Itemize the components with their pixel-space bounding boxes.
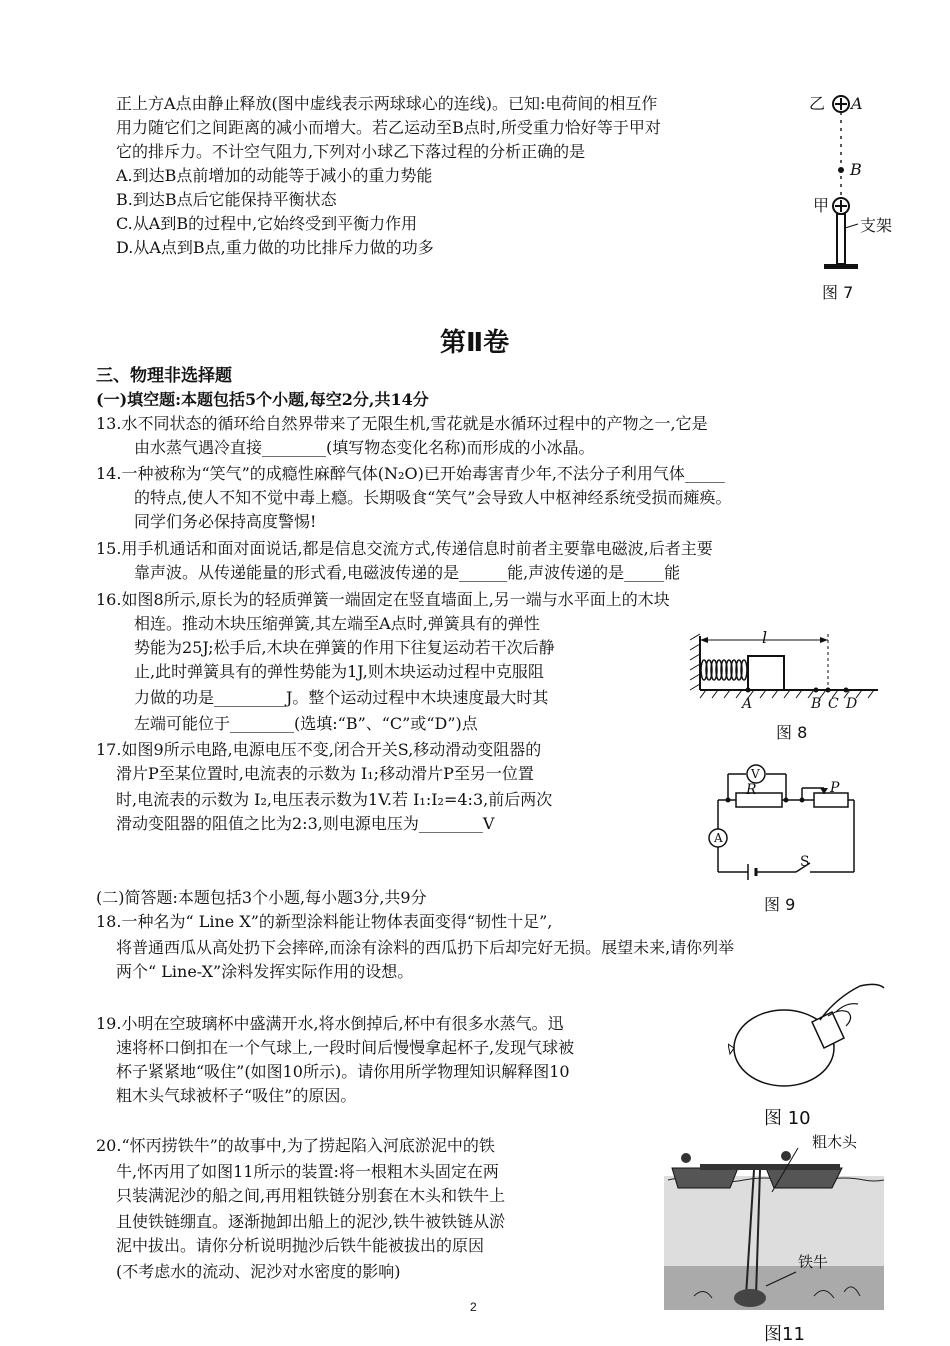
support-stand [837,214,845,264]
q16-line3: 势能为25J;松手后,木块在弹簧的作用下往复运动若干次后静 [134,638,555,657]
q13-line1: 13.水不同状态的循环给自然界带来了无限生机,雪花就是水循环过程中的产物之一,它是 [96,414,708,433]
fig9-label-s: S [800,854,810,870]
q14-line2: 的特点,使人不知不觉中毒上瘾。长期吸食“笑气”会导致人中枢神经系统受损而瘫痪。 [134,488,732,507]
q16-line5: 力做的功是_________J。整个运动过程中木块速度最大时其 [134,688,549,707]
q18-line1: 18.一种名为“ Line X”的新型涂料能让物体表面变得“韧性十足”, [96,912,553,931]
wood-block [748,656,784,690]
q20-line2: 牛,怀丙用了如图11所示的装置:将一根粗木头固定在两 [116,1162,499,1181]
fig8-label-d: D [846,696,858,712]
fig9-label-p: P [830,780,840,796]
fig8-label-b: B [811,696,822,712]
fig7-label-jia: 甲 [813,196,830,215]
q12-option-b: B.到达B点后它能保持平衡状态 [116,190,337,209]
q18-line2: 将普通西瓜从高处扔下会摔碎,而涂有涂料的西瓜扔下后却完好无损。展望未来,请你列举 [116,938,735,957]
fig8-label-l: l [762,628,768,647]
q19-line2: 速将杯口倒扣在一个气球上,一段时间后慢慢拿起杯子,发现气球被 [116,1038,575,1057]
q20-line5: 泥中拔出。请你分析说明抛沙后铁牛能被拔出的原因 [116,1236,485,1255]
q19-line3: 杯子紧紧地“吸住”(如图10所示)。请你用所学物理知识解释图10 [116,1062,570,1081]
q17-line4: 滑动变阻器的阻值之比为2:3,则电源电压为________V [116,814,495,833]
figure-11 [664,1146,884,1314]
q17-line3: 时,电流表的示数为 I₂,电压表示数为1V.若 I₁:I₂=4:3,前后两次 [116,790,553,809]
q12-option-d: D.从A点到B点,重力做的功比排斥力做的功多 [116,238,434,257]
figure-10 [728,968,888,1098]
q19-line1: 19.小明在空玻璃杯中盛满开水,将水倒掉后,杯中有很多水蒸气。迅 [96,1014,564,1033]
fig9-label-a: A [714,831,723,845]
fig8-label-c: C [828,696,839,712]
fig7-caption: 图 7 [822,283,854,302]
fig7-label-a: A [851,94,863,113]
q15-line1: 15.用手机通话和面对面说话,都是信息交流方式,传递信息时前者主要靠电磁波,后者主要 [96,539,713,558]
fig9-caption: 图 9 [764,895,796,914]
q12-option-a: A.到达B点前增加的动能等于减小的重力势能 [116,166,433,185]
spring [701,660,747,680]
iron-ox [734,1289,766,1307]
q16-line1: 16.如图8所示,原长为的轻质弹簧一端固定在竖直墙面上,另一端与水平面上的木块 [96,590,670,609]
q16-line2: 相连。推动木块压缩弹簧,其左端至A点时,弹簧具有的弹性 [134,614,540,633]
figure-9 [706,760,866,890]
q17-line1: 17.如图9所示电路,电源电压不变,闭合开关S,移动滑动变阻器的 [96,740,542,759]
page-number: 2 [470,1300,477,1314]
fig11-label-ox: 铁牛 [798,1253,829,1271]
fig7-label-b: B [850,160,862,179]
q12-line3: 它的排斥力。不计空气阻力,下列对小球乙下落过程的分析正确的是 [116,142,586,161]
q13-line2: 由水蒸气遇冷直接________(填写物态变化名称)而形成的小冰晶。 [134,438,595,457]
fig8-caption: 图 8 [776,723,808,742]
fig11-caption: 图11 [764,1324,805,1345]
q20-line3: 只装满泥沙的船之间,再用粗铁链分别套在木头和铁牛上 [116,1186,506,1205]
q14-line3: 同学们务必保持高度警惕! [134,512,317,531]
q20-line4: 且使铁链绷直。逐渐抛卸出船上的泥沙,铁牛被铁链从淤 [116,1212,506,1231]
log-beam [700,1164,840,1170]
fig8-label-a: A [742,696,753,712]
fig9-label-r: R [746,782,757,798]
q12-option-c: C.从A到B的过程中,它始终受到平衡力作用 [116,214,418,233]
q18-line3: 两个“ Line-X”涂料发挥实际作用的设想。 [116,962,414,981]
fig9-label-v: V [751,767,760,781]
q15-line2: 靠声波。从传递能量的形式看,电磁波传递的是______能,声波传递的是_____能 [134,563,681,582]
fill-heading: (一)填空题:本题包括5个小题,每空2分,共14分 [96,390,429,409]
fig7-label-yi: 乙 [809,94,826,113]
part-heading: 三、物理非选择题 [96,366,232,386]
boat-right [766,1168,842,1188]
q17-line2: 滑片P至某位置时,电流表的示数为 I₁;移动滑片P至另一位置 [116,764,534,783]
boat-left [672,1168,738,1188]
q12-line2: 用力随它们之间距离的减小而增大。若乙运动至B点时,所受重力恰好等于甲对 [116,118,661,137]
q16-line6: 左端可能位于________(选填:“B”、“C”或“D”)点 [134,714,478,733]
fig7-label-support: 支架 [860,216,893,235]
q16-line4: 止,此时弹簧具有的弹性势能为1J,则木块运动过程中克服阻 [134,662,544,681]
resistor-r [736,793,782,807]
q19-line4: 粗木头气球被杯子“吸住”的原因。 [116,1086,357,1105]
short-heading: (二)简答题:本题包括3个小题,每小题3分,共9分 [96,888,427,907]
q12-line1: 正上方A点由静止释放(图中虚线表示两球球心的连线)。已知:电荷间的相互作 [116,94,658,113]
section-title: 第Ⅱ卷 [440,328,510,358]
q20-line1: 20.“怀丙捞铁牛”的故事中,为了捞起陷入河底淤泥中的铁 [96,1136,495,1155]
fig10-caption: 图 10 [764,1108,811,1129]
fig11-label-log: 粗木头 [812,1133,858,1151]
q14-line1: 14.一种被称为“笑气”的成瘾性麻醉气体(N₂O)已开始毒害青少年,不法分子利用气体_____ [96,464,725,483]
point-b [838,167,844,173]
q20-line6: (不考虑水的流动、泥沙对水密度的影响) [116,1262,401,1281]
